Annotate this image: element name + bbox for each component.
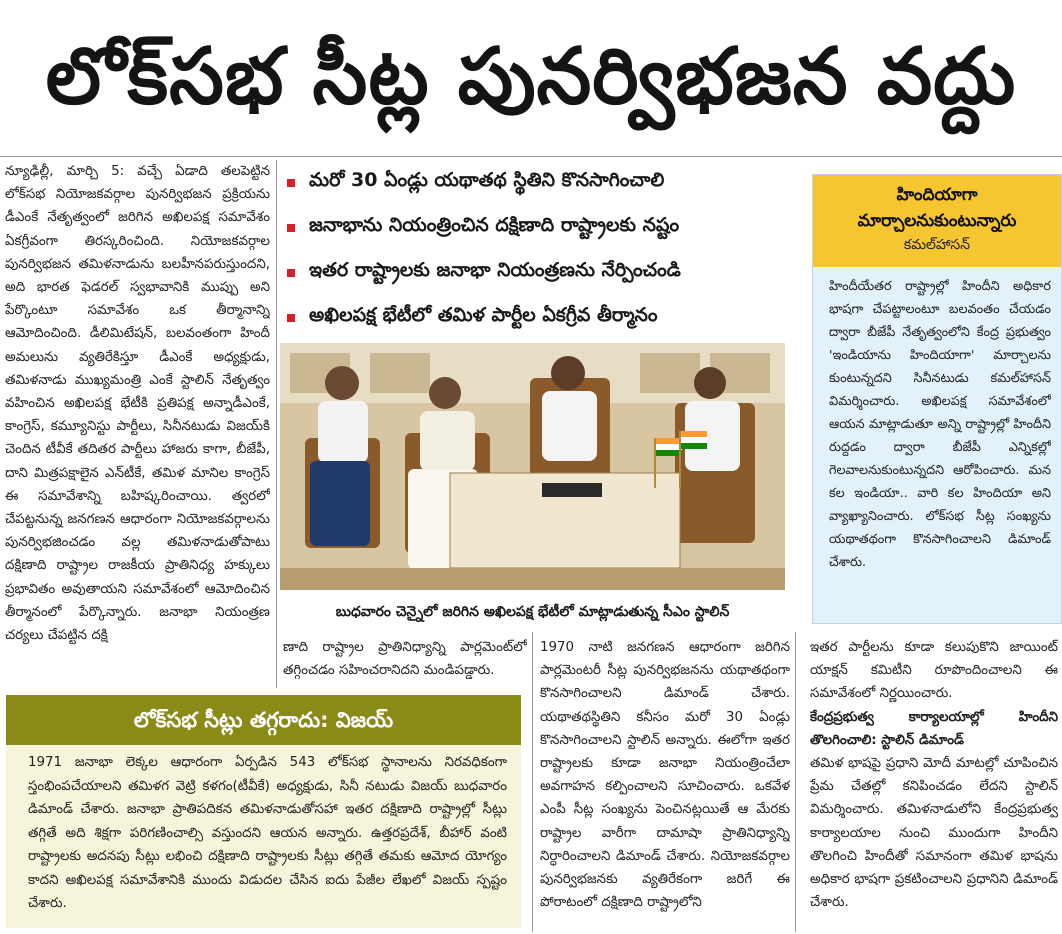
bullet-text: జనాభాను నియంత్రించిన దక్షిణాది రాష్ట్రాలకు నష్టం [309, 214, 680, 236]
kamal-haasan-box-title-1: హిందియాగా [896, 185, 978, 205]
bullet-text: అఖిలపక్ష భేటీలో తమిళ పార్టీల ఏకగ్రీవ తీర్మానం [309, 304, 658, 326]
stalin-demand-subhead: కేంద్రప్రభుత్వ కార్యాలయాల్లో హిందీని తొలగించాలి: స్టాలిన్ డిమాండ్ [810, 709, 1058, 748]
highlight-bullets [283, 160, 803, 340]
photo-caption: బుధవారం చెన్నైలో జరిగిన అఖిలపక్ష భేటీలో మాట్లాడుతున్న సీఎం స్టాలిన్ [335, 604, 730, 620]
column-divider-mid [532, 632, 533, 932]
continued-column-1 [283, 636, 527, 688]
bullet-item [283, 160, 803, 205]
vijay-box-body: 1971 జనాభా లెక్కల ఆధారంగా ఏర్పడిన 543 లోక్‌సభ స్థానాలను నిరవధికంగా స్తంభింపచేయాలని తమిళగ వెట్రి కళగం(టీవీకే) అధ్యక్షుడు, సినీ నటుడు విజయ్ బుధవారం డిమాండ్ చేశారు. జనాభా ప్రాతిపదికన తమిళనాడుతోసహా ఇతర దక్షిణాది రాష్ట్రాల్లో సీట్లు తగ్గితే అది శిక్షగా పరిగణించాల్సి వస్తుందని ఆయన అన్నారు. ఉత్తరప్రదేశ్, బీహార్ వంటి రాష్ట్రాలకు అదనపు సీట్లు లభించి దక్షిణాది రాష్ట్రాలకు సీట్లు తగ్గితే తమకు ఆమోద యోగ్యం కాదని అఖిలపక్ష సమావేశానికి ముందు విడుదల చేసిన ఐదు పేజీల లేఖలో విజయ్ స్పష్టం చేశారు. [6, 745, 521, 928]
continued-text-2: 1970 నాటి జనగణన ఆధారంగా జరిగిన పార్లమెంటరీ సీట్ల పునర్విభజనను యథాతథంగా కొనసాగించాలని డిమాండ్ చేశారు. యథాతథస్థితిని కనీసం మరో 30 ఏండ్లు కొనసాగించాలని స్టాలిన్ అన్నారు. ఈలోగా ఇతర రాష్ట్రాలకు కూడా జనాభా నియంత్రించేలా అవగాహన కల్పించాలని సూచించారు. ఒకవేళ ఎంపీ సీట్ల సంఖ్యను పెంచినట్లయితే ఆ మేరకు రాష్ట్రాల వారీగా దామాషా ప్రాతినిధ్యాన్ని నిర్ధారించాలని డిమాండ్ చేశారు. నియోజకవర్గాల పునర్విభజనకు వ్యతిరేకంగా జరిగే ఈ పోరాటంలో దక్షిణాది రాష్ట్రాలోని [540, 640, 790, 911]
continued-column-2 [540, 636, 790, 930]
bullet-square-icon [287, 179, 295, 187]
meeting-photo-illustration [280, 343, 785, 590]
bullet-square-icon [287, 269, 295, 277]
kamal-haasan-box-title-2: మార్చాలనుకుంటున్నారు [857, 211, 1017, 231]
headline-divider [0, 156, 1062, 157]
bullet-text: ఇతర రాష్ట్రాలకు జనాభా నియంత్రణను నేర్పించండి [309, 259, 681, 281]
vijay-box-heading: లోక్‌సభ సీట్లు తగ్గరాదు: విజయ్ [6, 695, 521, 745]
continued-column-3 [810, 636, 1058, 930]
continued-text-4: తమిళ భాషపై ప్రధాని మోదీ మాటల్లో చూపించిన ప్రేమ చేతల్లో కనిపించడం లేదని స్టాలిన్ విమర్శించారు. తమిళనాడులోని కేంద్రప్రభుత్వ కార్యాలయాల నుంచి ముందుగా హిందీని తొలగించి హిందీతో సమానంగా తమిళ భాషను అధికార భాషగా ప్రకటించాలని ప్రధానిని డిమాండ్ చేశారు. [810, 756, 1058, 911]
bullet-square-icon [287, 224, 295, 232]
lead-article-column [5, 160, 270, 686]
bullet-square-icon [287, 314, 295, 322]
continued-text-1: ణాది రాష్ట్రాల ప్రాతినిధ్యాన్ని పార్లమెంట్‌లో తగ్గించడం సహించరానిదని మండిపడ్డారు. [283, 640, 527, 679]
kamal-haasan-byline: కమల్‌హాసన్ [903, 237, 971, 253]
headline: లోక్‌సభ సీట్ల పునర్విభజన వద్దు [45, 32, 1017, 122]
bullet-item [283, 295, 803, 340]
bullet-item [283, 205, 803, 250]
lead-article-text: న్యూఢిల్లీ, మార్చి 5: వచ్చే ఏడాది తలపెట్టిన లోక్‌సభ నియోజకవర్గాల పునర్విభజన ప్రక్రియను డీఎంకే నేతృత్వంలో జరిగిన అఖిలపక్ష సమావేశం ఏకగ్రీవంగా తిరస్కరించింది. నియోజకవర్గాల పునర్విభజన తమిళనాడును బలహీనపరుస్తుందని, అది భారత ఫెడరల్ స్వభావానికి ముప్పు అని పేర్కొంటూ సమావేశం ఒక తీర్మానాన్ని ఆమోదించింది. డీలిమిటేషన్, బలవంతంగా హిందీ అమలును వ్యతిరేకిస్తూ డీఎంకే అధ్యక్షుడు, తమిళనాడు ముఖ్యమంత్రి ఎంకే స్టాలిన్ నేతృత్వం వహించిన అఖిలపక్ష భేటీకి ప్రతిపక్ష అన్నాడీఎంకే, కాంగ్రెస్, కమ్యూనిస్టు పార్టీలు, సినీనటుడు విజయ్‌కి చెందిన టీవీకే తదితర పార్టీలు హాజరు కాగా, బీజేపీ, దాని మిత్రపక్షాలైన ఎన్‌టీకే, తమిళ మానిల కాంగ్రెస్ ఈ సమావేశాన్ని బహిష్కరించాయి. త్వరలో చేపట్టనున్న జనగణన ఆధారంగా నియోజకవర్గాలను పునర్విభజించడం వల్ల తమిళనాడుతోపాటు దక్షిణాది రాష్ట్రాల రాజకీయ ప్రాతినిధ్య హక్కులు ప్రభావితం అవుతాయని సమావేశంలో ఆమోదించిన తీర్మానంలో పేర్కొన్నారు. జనాభా నియంత్రణ చర్యలు చేపట్టిన దక్షి [5, 164, 270, 644]
column-divider-right [795, 632, 796, 932]
kamal-haasan-box [812, 174, 1062, 624]
meeting-photo [280, 343, 785, 590]
column-divider-left [276, 160, 277, 688]
continued-text-3: ఇతర పార్టీలను కూడా కలుపుకొని జాయింట్ యాక్షన్ కమిటీని రూపొందించాలని ఈ సమావేశంలో నిర్ణయించారు. [810, 640, 1058, 702]
kamal-haasan-box-header [813, 175, 1061, 267]
kamal-haasan-box-body: హిందీయేతర రాష్ట్రాల్లో హిందీని అధికార భాషగా చేపట్టాలంటూ బలవంతం చేయడం ద్వారా బీజేపీ నేతృత్వంలోని కేంద్ర ప్రభుత్వం 'ఇండియాను హిందియాగా' మార్చాలను కుంటున్నదని సినీనటుడు కమల్‌హాసన్ విమర్శించారు. అఖిలపక్ష సమావేశంలో ఆయన మాట్లాడుతూ అన్ని రాష్ట్రాల్లో హిందీని రుద్దడం ద్వారా బీజేపీ ఎన్నికల్లో గెలవాలనుకుంటున్నదని ఆరోపించారు. మన కల ఇండియా.. వారి కల హిందియా అని వ్యాఖ్యానించారు. లోక్‌సభ సీట్ల సంఖ్యను యథాతథంగా కొనసాగించాలని డిమాండ్ చేశారు. [829, 279, 1051, 570]
bullet-item [283, 250, 803, 295]
bullet-text: మరో 30 ఏండ్లు యథాతథ స్థితిని కొనసాగించాలి [309, 169, 665, 191]
